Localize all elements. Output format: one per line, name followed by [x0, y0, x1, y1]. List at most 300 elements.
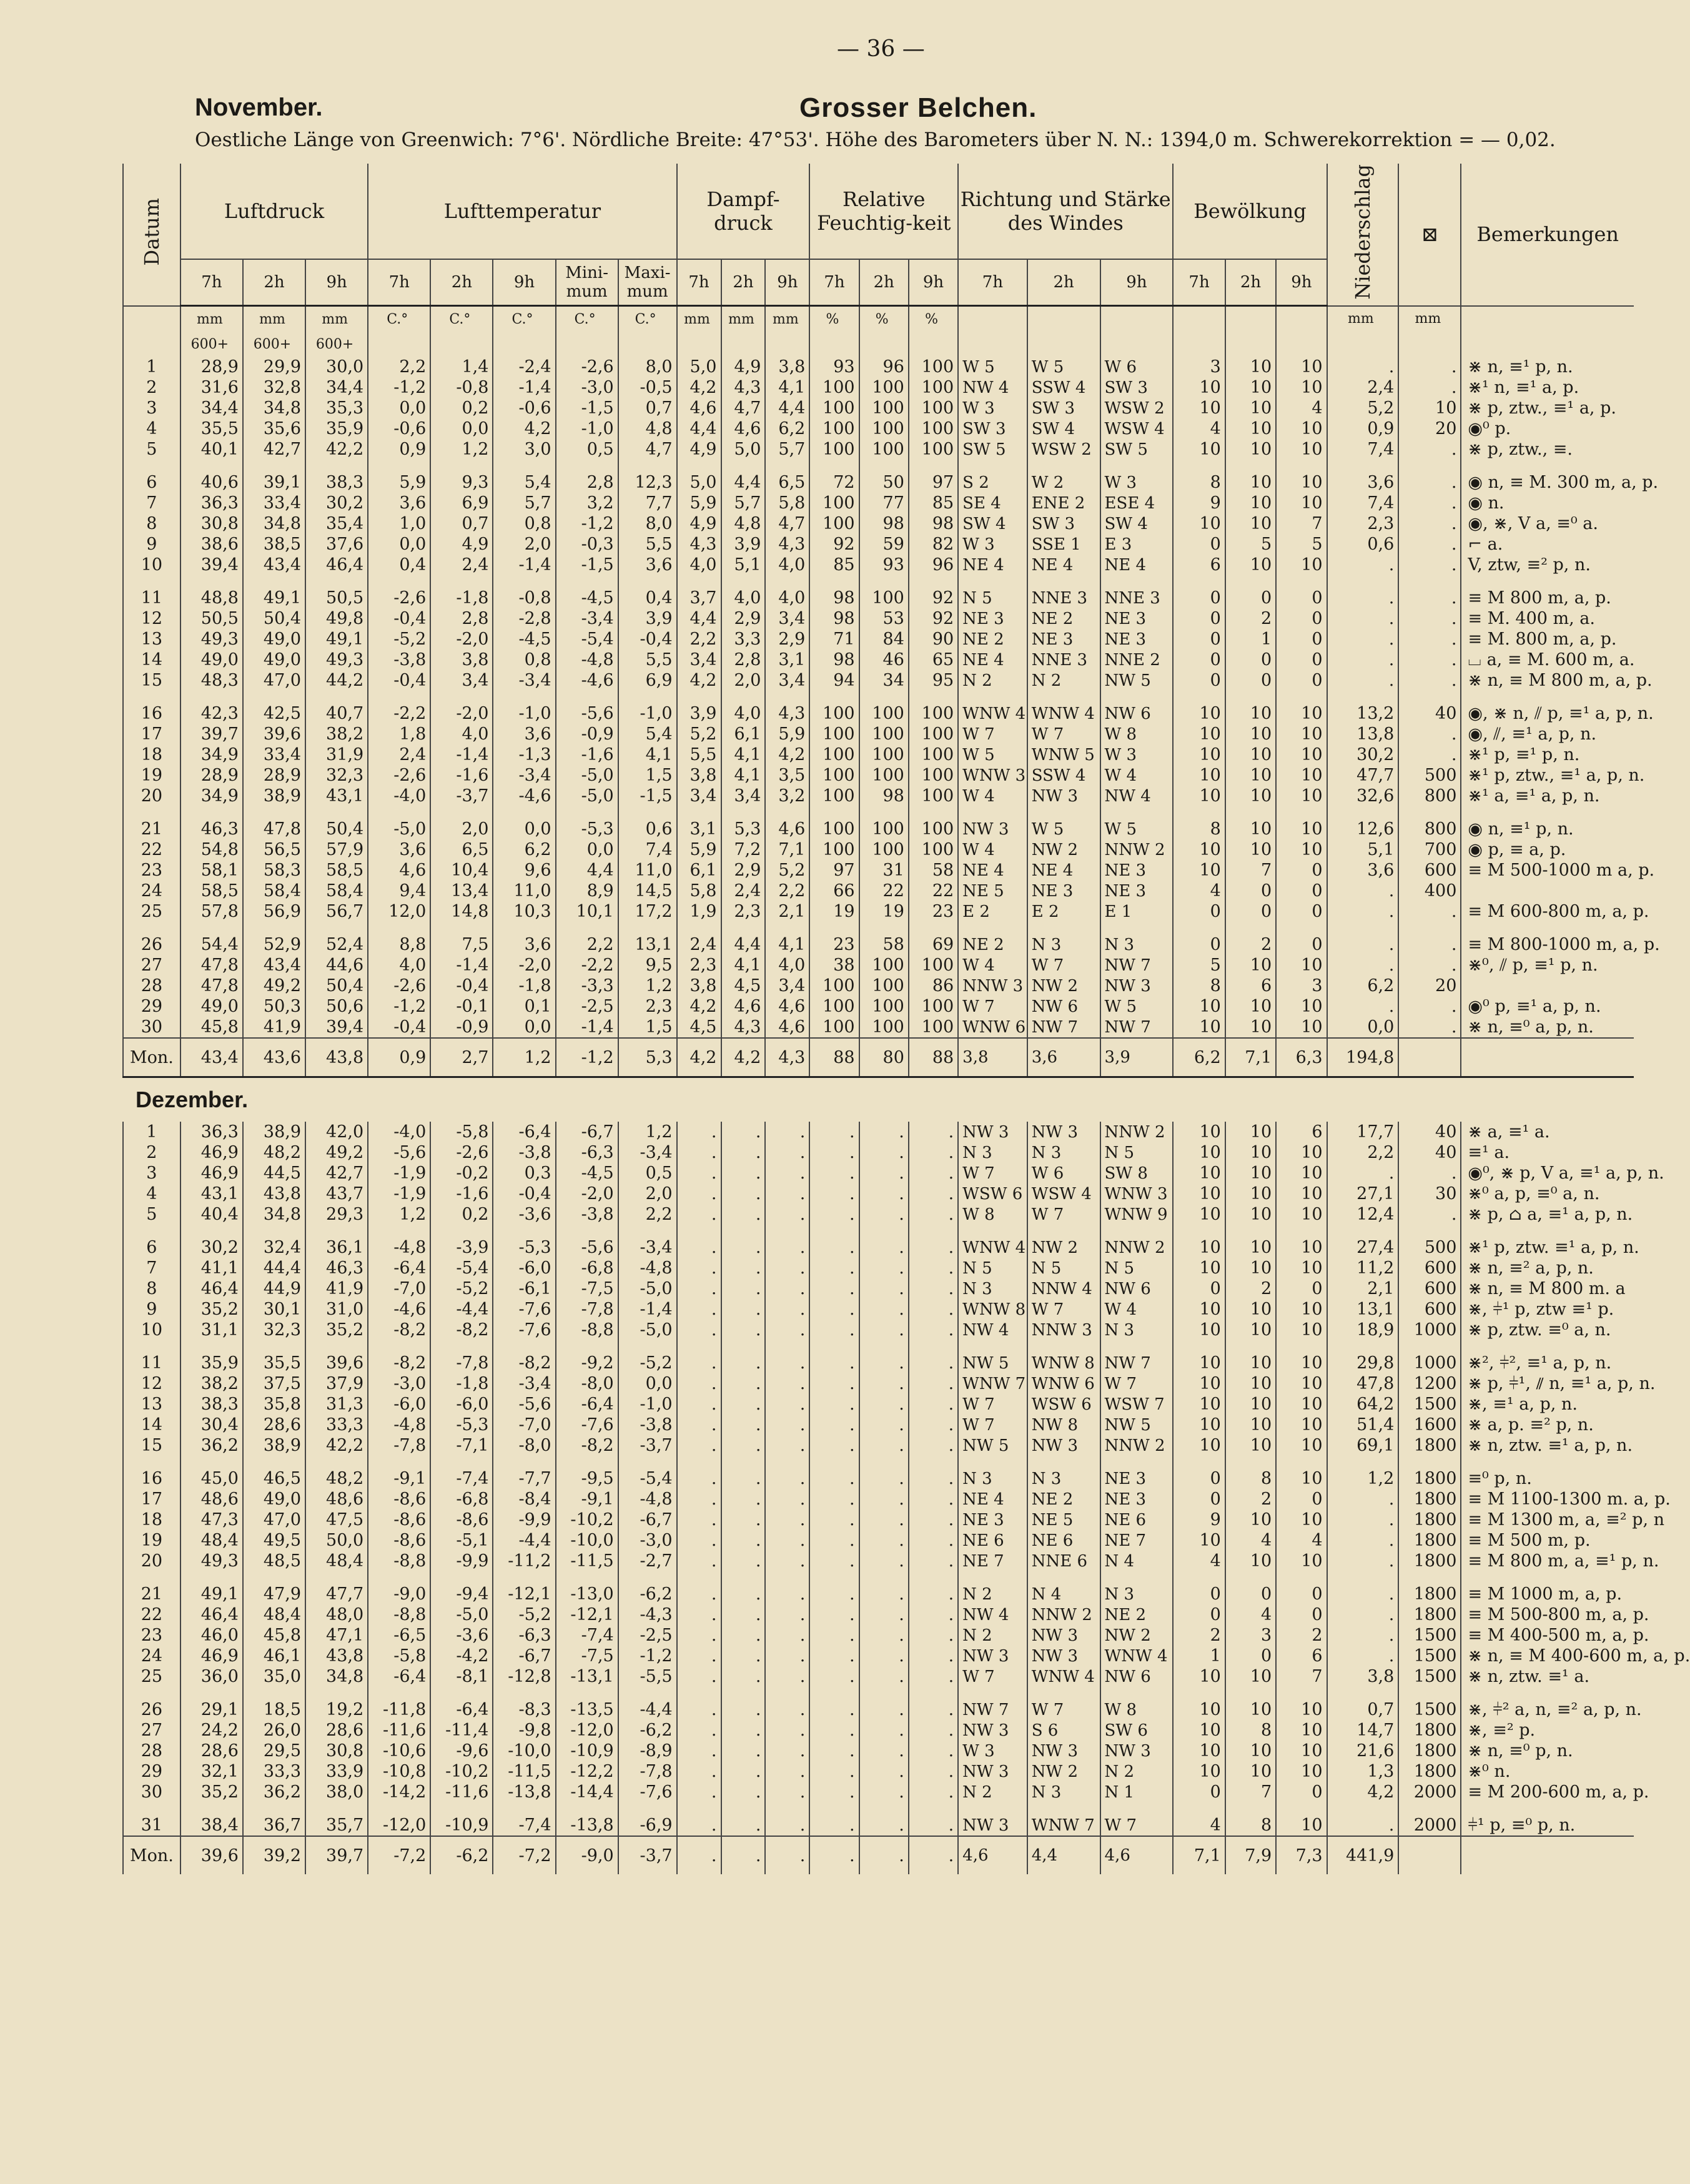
table-cell: 47,8 — [243, 819, 305, 839]
table-cell: WNW 4 — [1100, 1646, 1174, 1666]
table-cell: . — [809, 1278, 859, 1299]
table-cell: . — [809, 1142, 859, 1163]
table-cell — [305, 575, 368, 588]
table-cell: -3,0 — [556, 377, 618, 398]
table-cell: 47,8 — [180, 955, 243, 976]
table-cell — [618, 1571, 677, 1584]
table-cell — [368, 1340, 430, 1353]
table-cell: -6,4 — [368, 1258, 430, 1278]
table-cell: . — [909, 1435, 958, 1456]
table-cell: 1500 — [1398, 1646, 1461, 1666]
table-cell: . — [909, 1699, 958, 1720]
table-cell: 36,2 — [243, 1782, 305, 1802]
table-cell: -5,6 — [368, 1142, 430, 1163]
row-spacer — [123, 1225, 1634, 1237]
table-cell — [859, 922, 909, 934]
table-cell: 10 — [1225, 1741, 1276, 1761]
header-feuchtigkeit: Relative Feuchtig-keit — [809, 164, 958, 259]
table-cell — [1225, 1340, 1276, 1353]
table-cell — [618, 1456, 677, 1468]
table-cell: ≡ M 1100-1300 m. a, p. — [1461, 1489, 1634, 1510]
table-cell: 5 — [123, 439, 180, 460]
table-cell: 4,2 — [677, 996, 721, 1017]
table-cell — [430, 806, 493, 819]
table-cell: -7,4 — [493, 1815, 555, 1836]
table-cell: 100 — [909, 377, 958, 398]
table-cell — [1225, 332, 1276, 357]
table-cell: 38,2 — [180, 1373, 243, 1394]
unit-cell: mm — [677, 306, 721, 332]
table-cell: N 3 — [1027, 934, 1100, 955]
table-cell: . — [677, 1741, 721, 1761]
table-cell: -8,2 — [493, 1353, 555, 1373]
table-cell — [909, 1802, 958, 1815]
table-cell: 0 — [1276, 629, 1327, 650]
table-cell: 10 — [1276, 1415, 1327, 1435]
table-cell: W 7 — [1027, 1699, 1100, 1720]
table-cell: 7 — [1225, 1782, 1276, 1802]
table-cell: ⋇, ⫩² a, n, ≡² a, p, n. — [1461, 1699, 1634, 1720]
table-cell: . — [809, 1530, 859, 1551]
table-cell: . — [809, 1666, 859, 1687]
table-cell: 10 — [1225, 555, 1276, 575]
table-cell — [765, 332, 809, 357]
table-cell: WNW 6 — [958, 1017, 1027, 1038]
table-cell: 4,4 — [765, 398, 809, 418]
table-cell: -3,6 — [493, 1204, 555, 1225]
table-cell: 600 — [1398, 860, 1461, 881]
table-cell: 13,8 — [1327, 724, 1399, 744]
table-cell: 38 — [809, 955, 859, 976]
row-spacer — [123, 1687, 1634, 1699]
table-cell: -9,5 — [556, 1468, 618, 1489]
table-cell — [556, 691, 618, 703]
table-cell: . — [859, 1530, 909, 1551]
table-cell: -0,8 — [493, 588, 555, 608]
table-cell: 4,3 — [765, 1038, 809, 1077]
table-cell: 0 — [1276, 650, 1327, 670]
table-cell: -1,0 — [618, 1394, 677, 1415]
table-cell: 5,9 — [368, 472, 430, 493]
table-cell: . — [1398, 1163, 1461, 1183]
table-cell — [958, 460, 1027, 472]
table-cell: -7,0 — [493, 1415, 555, 1435]
table-cell: 2,4 — [677, 934, 721, 955]
table-cell: 100 — [859, 377, 909, 398]
table-cell: . — [1327, 1604, 1399, 1625]
table-cell: 29,8 — [1327, 1353, 1399, 1373]
table-cell: W 5 — [1027, 357, 1100, 377]
table-cell: ◉ n, ≡¹ p, n. — [1461, 819, 1634, 839]
table-cell: 10,4 — [430, 860, 493, 881]
table-cell: 30,0 — [305, 357, 368, 377]
table-cell — [556, 922, 618, 934]
table-cell: -0,8 — [430, 377, 493, 398]
table-cell: . — [765, 1320, 809, 1340]
table-cell: . — [765, 1489, 809, 1510]
table-cell: NW 4 — [958, 377, 1027, 398]
table-cell — [1276, 691, 1327, 703]
table-cell: 10 — [1276, 1741, 1327, 1761]
table-cell: 4,0 — [721, 588, 766, 608]
table-cell: 4,6 — [765, 819, 809, 839]
table-cell: -6,1 — [493, 1278, 555, 1299]
table-cell: 4,2 — [677, 670, 721, 691]
table-cell: 10 — [1276, 1699, 1327, 1720]
table-cell: W 7 — [958, 1394, 1027, 1415]
table-cell: 100 — [909, 724, 958, 744]
table-cell: 0 — [1173, 650, 1225, 670]
table-cell: -12,1 — [556, 1604, 618, 1625]
table-cell: . — [909, 1530, 958, 1551]
table-cell: . — [1398, 901, 1461, 922]
table-cell: . — [765, 1435, 809, 1456]
table-cell: 32,3 — [243, 1320, 305, 1340]
table-cell: 39,4 — [305, 1017, 368, 1038]
table-cell: -2,0 — [430, 629, 493, 650]
table-cell: . — [721, 1815, 766, 1836]
table-cell: 1800 — [1398, 1435, 1461, 1456]
table-cell: 2,9 — [721, 860, 766, 881]
table-cell: 4,6 — [765, 996, 809, 1017]
table-cell: 10 — [1173, 1699, 1225, 1720]
table-cell: 100 — [859, 418, 909, 439]
table-cell: 11,2 — [1327, 1258, 1399, 1278]
table-cell: 8,0 — [618, 513, 677, 534]
table-cell: 7 — [1276, 513, 1327, 534]
table-cell: 0,0 — [618, 1373, 677, 1394]
table-cell: NE 3 — [1100, 881, 1174, 901]
table-cell: . — [765, 1183, 809, 1204]
table-cell: -2,7 — [618, 1551, 677, 1571]
table-cell: W 3 — [1100, 472, 1174, 493]
table-cell: 47,0 — [243, 1510, 305, 1530]
table-cell: 5,2 — [1327, 398, 1399, 418]
table-cell: 50 — [859, 472, 909, 493]
table-cell — [1398, 1836, 1461, 1874]
table-cell: . — [677, 1584, 721, 1604]
table-cell: NE 2 — [1027, 608, 1100, 629]
row-spacer — [123, 1802, 1634, 1815]
table-cell: 600 — [1398, 1299, 1461, 1320]
table-cell: 39,7 — [180, 724, 243, 744]
table-cell: 10 — [1225, 1435, 1276, 1456]
table-cell: . — [809, 1415, 859, 1435]
table-cell: 11 — [123, 1353, 180, 1373]
table-cell: 100 — [809, 786, 859, 806]
table-cell: NW 2 — [1027, 839, 1100, 860]
table-cell: 4 — [123, 1183, 180, 1204]
table-cell: . — [765, 1782, 809, 1802]
table-cell: ⋇ a, p. ≡² p, n. — [1461, 1415, 1634, 1435]
table-cell: W 5 — [958, 744, 1027, 765]
table-cell: ESE 4 — [1100, 493, 1174, 513]
table-cell — [368, 1687, 430, 1699]
table-cell: 0,0 — [368, 398, 430, 418]
table-cell: NE 2 — [1027, 1489, 1100, 1510]
table-cell: ◉ n, ≡ M. 300 m, a, p. — [1461, 472, 1634, 493]
table-cell: 100 — [859, 724, 909, 744]
table-cell — [859, 1340, 909, 1353]
table-cell: -8,2 — [430, 1320, 493, 1340]
table-cell: 59 — [859, 534, 909, 555]
table-cell: 19 — [809, 901, 859, 922]
table-cell — [305, 806, 368, 819]
table-cell: 10 — [1225, 1551, 1276, 1571]
table-cell: 98 — [809, 608, 859, 629]
table-cell — [1027, 575, 1100, 588]
table-cell: 10 — [1173, 1142, 1225, 1163]
table-cell: NW 5 — [1100, 1415, 1174, 1435]
table-cell — [618, 691, 677, 703]
table-cell — [305, 460, 368, 472]
table-cell: 10 — [1225, 1320, 1276, 1340]
table-cell: 17 — [123, 1489, 180, 1510]
table-cell: 47,8 — [1327, 1373, 1399, 1394]
table-cell: 0 — [1173, 1278, 1225, 1299]
table-row — [123, 472, 1634, 493]
table-cell: 10 — [1276, 1237, 1327, 1258]
table-cell: . — [859, 1666, 909, 1687]
header-bemerkungen: Bemerkungen — [1461, 164, 1634, 306]
table-cell — [809, 575, 859, 588]
table-cell: 10 — [1173, 1237, 1225, 1258]
table-cell: 4,3 — [677, 534, 721, 555]
table-cell: . — [677, 1394, 721, 1415]
table-cell: -3,7 — [618, 1836, 677, 1874]
table-cell: NE 3 — [1100, 629, 1174, 650]
unit-cell: mm — [1398, 306, 1461, 332]
table-cell: 29,1 — [180, 1699, 243, 1720]
table-row — [123, 555, 1634, 575]
table-cell: NW 3 — [1027, 786, 1100, 806]
table-cell: -10,8 — [368, 1761, 430, 1782]
table-cell: 22 — [123, 1604, 180, 1625]
table-cell: . — [765, 1237, 809, 1258]
table-cell: -6,8 — [556, 1258, 618, 1278]
table-cell — [1461, 976, 1634, 996]
table-cell: N 3 — [958, 1142, 1027, 1163]
table-cell: 10 — [1173, 1666, 1225, 1687]
table-cell: W 3 — [1100, 744, 1174, 765]
table-cell: 3,4 — [765, 670, 809, 691]
table-cell — [1027, 332, 1100, 357]
table-cell: 85 — [909, 493, 958, 513]
table-cell: 10 — [1276, 786, 1327, 806]
table-cell: -5,3 — [430, 1415, 493, 1435]
table-cell: 13,2 — [1327, 703, 1399, 724]
table-cell: -13,5 — [556, 1699, 618, 1720]
table-cell — [1398, 575, 1461, 588]
table-cell: . — [909, 1584, 958, 1604]
table-cell — [180, 1225, 243, 1237]
table-cell: WNW 4 — [958, 1237, 1027, 1258]
table-cell: NE 5 — [1027, 1510, 1100, 1530]
table-cell: 1000 — [1398, 1353, 1461, 1373]
unit-cell — [1225, 306, 1276, 332]
table-cell — [1100, 1340, 1174, 1353]
table-cell: 0,0 — [556, 839, 618, 860]
table-cell: . — [721, 1489, 766, 1510]
table-cell: . — [677, 1782, 721, 1802]
table-cell: NW 4 — [958, 1320, 1027, 1340]
table-cell — [556, 1571, 618, 1584]
table-cell: . — [721, 1394, 766, 1415]
table-cell: 100 — [859, 955, 909, 976]
table-cell: NE 2 — [1100, 1604, 1174, 1625]
table-cell: . — [721, 1353, 766, 1373]
table-row — [123, 1489, 1634, 1510]
table-cell: ⋇ p, ⫩¹, ⫽ n, ≡¹ a, p, n. — [1461, 1373, 1634, 1394]
table-cell — [1327, 332, 1399, 357]
table-cell — [809, 1687, 859, 1699]
table-cell — [809, 922, 859, 934]
table-cell: 10 — [1173, 1353, 1225, 1373]
table-cell: . — [809, 1258, 859, 1278]
month-heading-december-row — [123, 1077, 1634, 1122]
table-cell: 100 — [909, 955, 958, 976]
table-cell: 10 — [1173, 1017, 1225, 1038]
table-cell — [180, 806, 243, 819]
table-cell: WNW 7 — [1027, 1815, 1100, 1836]
table-cell — [1398, 1038, 1461, 1077]
table-cell: . — [721, 1415, 766, 1435]
table-cell: 43,4 — [243, 955, 305, 976]
table-cell — [1398, 691, 1461, 703]
table-cell: 44,9 — [243, 1278, 305, 1299]
table-cell: -8,2 — [556, 1435, 618, 1456]
table-body — [123, 306, 1690, 1875]
table-cell: 1,2 — [618, 976, 677, 996]
table-cell: -8,9 — [618, 1741, 677, 1761]
header-dampfdruck: Dampf-druck — [677, 164, 810, 259]
table-cell: 10 — [123, 1320, 180, 1340]
table-cell — [677, 1687, 721, 1699]
table-cell — [493, 1340, 555, 1353]
table-cell: 39,1 — [243, 472, 305, 493]
table-cell — [765, 806, 809, 819]
table-cell: ⋇², ⫩², ≡¹ a, p, n. — [1461, 1353, 1634, 1373]
table-cell: 5,4 — [493, 472, 555, 493]
table-cell — [1461, 881, 1634, 901]
table-cell — [368, 1802, 430, 1815]
table-cell: -1,3 — [493, 744, 555, 765]
table-cell: 10 — [1225, 1299, 1276, 1320]
table-cell: 49,0 — [180, 996, 243, 1017]
table-cell — [430, 1225, 493, 1237]
table-cell: NNW 2 — [1100, 839, 1174, 860]
table-cell: 10 — [1225, 1699, 1276, 1720]
table-cell: 13 — [123, 629, 180, 650]
table-cell: -12,8 — [493, 1666, 555, 1687]
table-cell: 4,4 — [556, 860, 618, 881]
table-cell: NW 2 — [1100, 1625, 1174, 1646]
table-cell: 14,7 — [1327, 1720, 1399, 1741]
table-cell — [123, 1340, 180, 1353]
table-cell: 40,1 — [180, 439, 243, 460]
table-cell — [1173, 1456, 1225, 1468]
table-cell: -2,2 — [556, 955, 618, 976]
table-cell: 58,5 — [180, 881, 243, 901]
table-cell: NW 7 — [1100, 1017, 1174, 1038]
table-cell: -8,4 — [493, 1489, 555, 1510]
table-cell: 5,7 — [721, 493, 766, 513]
weather-table — [122, 164, 1690, 1874]
table-cell: 5,4 — [618, 724, 677, 744]
table-cell: NW 7 — [1027, 1017, 1100, 1038]
table-cell: 33,3 — [305, 1415, 368, 1435]
table-cell: W 8 — [1100, 724, 1174, 744]
table-cell: NW 2 — [1027, 1761, 1100, 1782]
table-cell: 48,0 — [305, 1604, 368, 1625]
table-row — [123, 357, 1634, 377]
table-cell: 10 — [1225, 1258, 1276, 1278]
table-cell: 0 — [1276, 1782, 1327, 1802]
table-cell: 10 — [1225, 703, 1276, 724]
monthly-mean-row — [123, 1836, 1634, 1874]
table-cell: NW 2 — [1027, 976, 1100, 996]
table-cell: 22 — [859, 881, 909, 901]
table-cell — [618, 460, 677, 472]
table-cell: 0 — [1276, 1489, 1327, 1510]
table-cell: NW 5 — [1100, 670, 1174, 691]
table-cell: 41,9 — [243, 1017, 305, 1038]
table-cell: W 7 — [1027, 1299, 1100, 1320]
table-cell: 40 — [1398, 1122, 1461, 1142]
row-spacer — [123, 691, 1634, 703]
table-cell: 10 — [1173, 765, 1225, 786]
table-cell: NE 6 — [1027, 1530, 1100, 1551]
table-cell: 2 — [123, 377, 180, 398]
table-cell: -5,4 — [556, 629, 618, 650]
table-cell: 11 — [123, 588, 180, 608]
table-cell: -0,1 — [430, 996, 493, 1017]
header-wind: Richtung und Stärke des Windes — [958, 164, 1173, 259]
table-cell: 72 — [809, 472, 859, 493]
table-cell: N 3 — [1027, 1468, 1100, 1489]
table-cell — [677, 1802, 721, 1815]
table-cell: -5,4 — [618, 1468, 677, 1489]
table-cell: -5,8 — [430, 1122, 493, 1142]
table-cell: . — [809, 1237, 859, 1258]
table-cell: -3,4 — [618, 1237, 677, 1258]
table-cell: -1,0 — [618, 703, 677, 724]
table-cell: 10 — [1173, 860, 1225, 881]
table-cell: 10 — [1173, 1163, 1225, 1183]
table-cell: 1,5 — [618, 765, 677, 786]
table-cell: 194,8 — [1327, 1038, 1399, 1077]
table-cell: 3,6 — [618, 555, 677, 575]
table-cell — [430, 1456, 493, 1468]
table-cell: . — [859, 1720, 909, 1741]
table-cell — [958, 332, 1027, 357]
table-cell — [493, 332, 555, 357]
table-cell — [1225, 691, 1276, 703]
table-cell: . — [721, 1625, 766, 1646]
table-cell: -13,8 — [493, 1782, 555, 1802]
table-row — [123, 1741, 1634, 1761]
table-cell: 52,4 — [305, 934, 368, 955]
table-cell: W 2 — [1027, 472, 1100, 493]
table-cell: 65 — [909, 650, 958, 670]
table-cell: SW 4 — [1027, 418, 1100, 439]
table-cell: -6,0 — [493, 1258, 555, 1278]
table-cell: 16 — [123, 703, 180, 724]
table-cell: 9,3 — [430, 472, 493, 493]
table-cell: 4,0 — [721, 703, 766, 724]
table-cell: -9,2 — [556, 1353, 618, 1373]
table-row — [123, 881, 1634, 901]
